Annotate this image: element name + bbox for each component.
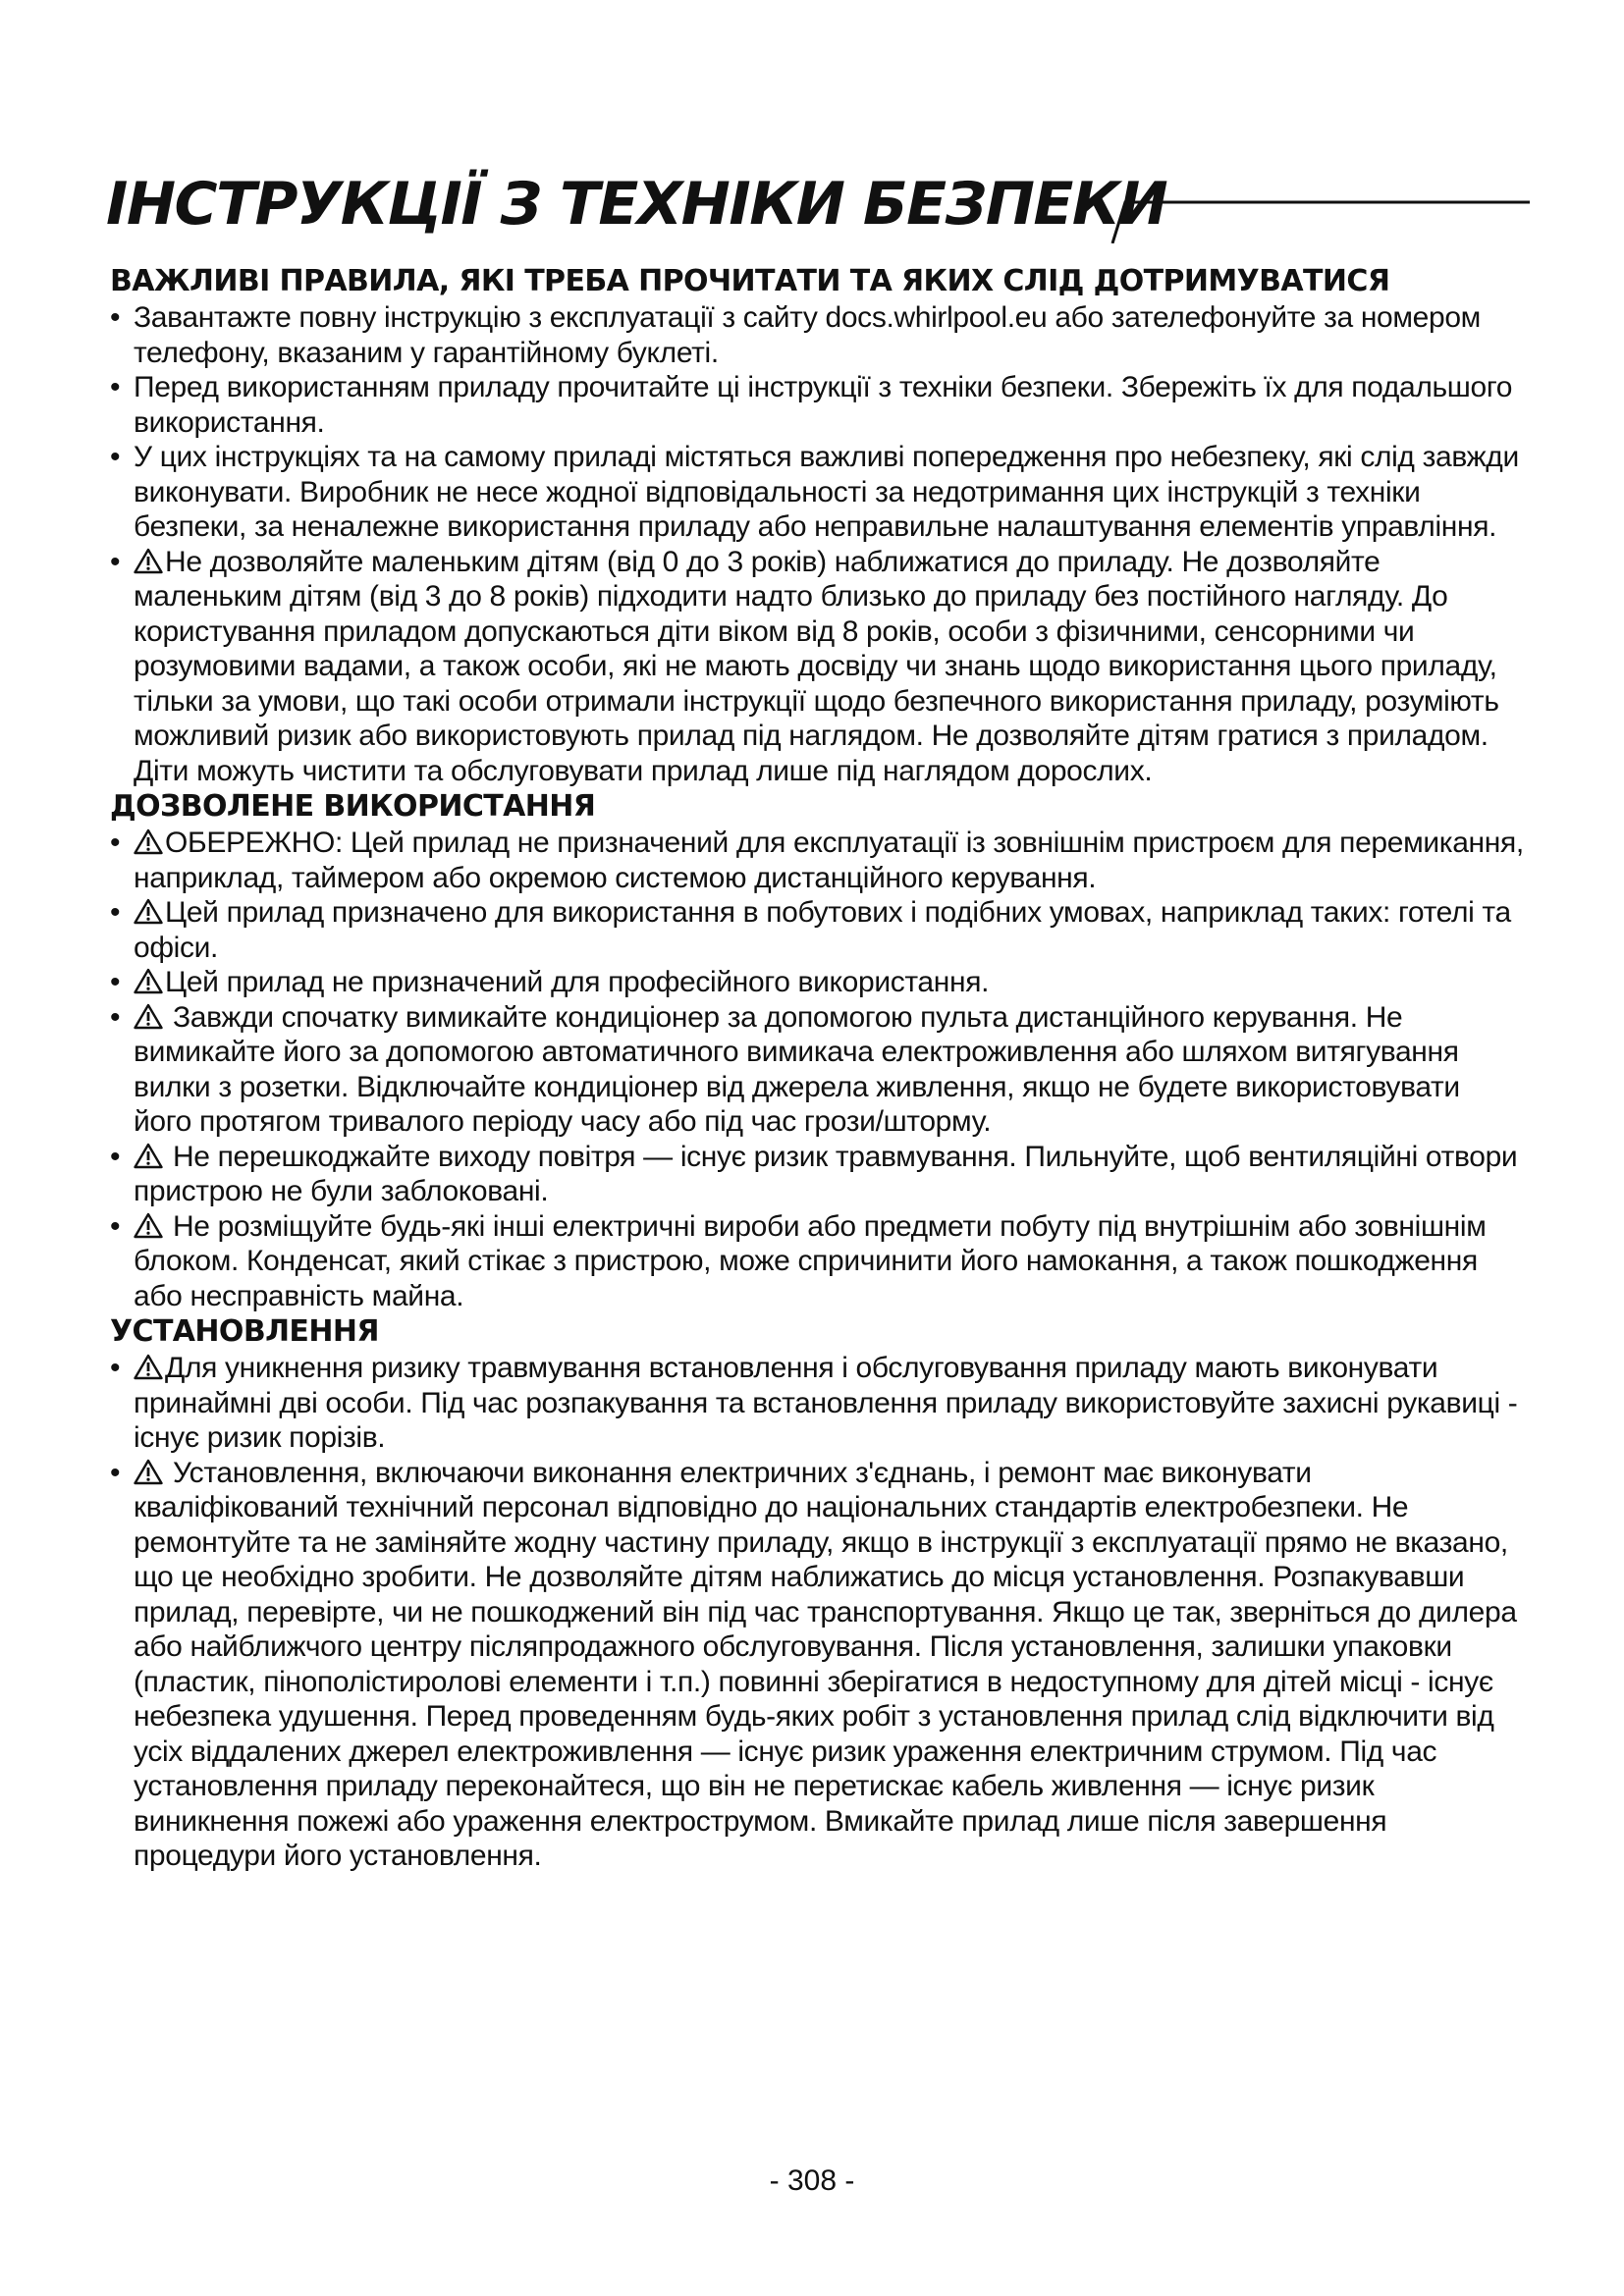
bullet-item bbox=[110, 965, 1524, 1000]
bullet-marker: • bbox=[110, 441, 121, 473]
item-text: ОБЕРЕЖНО: Цей прилад не призначений для експлуатації із зовнішнім пристроєм для перемикання, наприклад, таймером або окремою системою дистанційного керування. bbox=[134, 827, 1524, 894]
section-heading: ВАЖЛИВІ ПРАВИЛА, ЯКІ ТРЕБА ПРОЧИТАТИ ТА ЯКИХ СЛІД ДОТРИМУВАТИСЯ bbox=[110, 264, 1390, 298]
bullet-list bbox=[110, 1351, 1524, 1874]
bullet-marker: • bbox=[110, 896, 121, 929]
bullet-item bbox=[110, 1456, 1524, 1874]
bullet-marker: • bbox=[110, 1456, 121, 1489]
item-text: Завжди спочатку вимикайте кондиціонер за допомогою пульта дистанційного керування. Не вимикайте його за допомогою автоматичного вимикача електроживлення або шляхом витягування вилки з розетки. Відключайте кондиціонер від джерела живлення, якщо не будете використовувати його протягом тривалого періоду часу або під час грози/шторму. bbox=[134, 1000, 1460, 1138]
bullet-marker: • bbox=[110, 827, 121, 859]
page-number: - 308 - bbox=[769, 2164, 855, 2197]
section bbox=[110, 788, 1524, 1313]
bullet-item bbox=[110, 1351, 1524, 1456]
item-text: Цей прилад призначено для використання в побутових і подібних умовах, наприклад таких: готелі та офіси. bbox=[134, 896, 1511, 964]
bullet-marker: • bbox=[110, 1209, 121, 1243]
bullet-marker: • bbox=[110, 1000, 121, 1034]
warning-triangle-icon bbox=[134, 898, 163, 925]
warning-triangle-icon bbox=[134, 1459, 163, 1485]
title-row bbox=[106, 165, 1530, 243]
bullet-marker: • bbox=[110, 966, 121, 998]
warning-triangle-icon bbox=[134, 1003, 163, 1030]
item-text: Цей прилад не призначений для професійного використання. bbox=[165, 966, 990, 998]
section-heading: ДОЗВОЛЕНЕ ВИКОРИСТАННЯ bbox=[110, 789, 596, 824]
warning-triangle-icon bbox=[134, 548, 163, 574]
bullet-marker: • bbox=[110, 545, 121, 578]
bullet-item bbox=[110, 545, 1524, 789]
bullet-item bbox=[110, 1000, 1524, 1140]
warning-triangle-icon bbox=[134, 1143, 163, 1169]
bullet-item bbox=[110, 1209, 1524, 1314]
bullet-marker: • bbox=[110, 301, 121, 334]
bullet-item bbox=[110, 826, 1524, 895]
bullet-marker: • bbox=[110, 371, 121, 403]
page-title: ІНСТРУКЦІЇ З ТЕХНІКИ БЕЗПЕКИ bbox=[106, 170, 1167, 239]
item-text: Перед використанням приладу прочитайте ці інструкції з техніки безпеки. Збережіть їх для подальшого використання. bbox=[134, 371, 1513, 439]
item-text: Не перешкоджайте виходу повітря — існує ризик травмування. Пильнуйте, щоб вентиляційні отвори пристрою не були заблоковані. bbox=[134, 1140, 1518, 1207]
item-text: Не розміщуйте будь-які інші електричні вироби або предмети побуту під внутрішнім або зовнішнім блоком. Конденсат, який стікає з пристрою, може спричинити його намокання, а також пошкодження або несправність майна. bbox=[134, 1209, 1487, 1312]
item-text: Завантажте повну інструкцію з експлуатації з сайту docs.whirlpool.eu або зателефонуйте за номером телефону, вказаним у гарантійному буклеті. bbox=[134, 301, 1481, 369]
bullet-item bbox=[110, 440, 1524, 545]
bullet-item bbox=[110, 1140, 1524, 1209]
section bbox=[110, 1313, 1524, 1874]
warning-triangle-icon bbox=[134, 828, 163, 855]
section bbox=[110, 263, 1524, 788]
bullet-item bbox=[110, 895, 1524, 965]
warning-triangle-icon bbox=[134, 1212, 163, 1239]
document-body bbox=[110, 263, 1524, 1874]
warning-triangle-icon bbox=[134, 968, 163, 994]
item-text: У цих інструкціях та на самому приладі містяться важливі попередження про небезпеку, які слід завжди виконувати. Виробник не несе жодної відповідальності за недотримання цих інструкцій з техніки безпеки, за неналежне використання приладу або неправильне налаштування елементів управління. bbox=[134, 441, 1519, 543]
bullet-marker: • bbox=[110, 1352, 121, 1384]
bullet-item bbox=[110, 300, 1524, 370]
bullet-marker: • bbox=[110, 1140, 121, 1173]
warning-triangle-icon bbox=[134, 1354, 163, 1380]
section-heading: УСТАНОВЛЕННЯ bbox=[110, 1314, 379, 1349]
item-text: Для уникнення ризику травмування встановлення і обслуговування приладу мають виконувати принаймні дві особи. Під час розпакування та встановлення приладу використовуйте захисні рукавиці - існує ризик порізів. bbox=[134, 1352, 1518, 1454]
bullet-list bbox=[110, 300, 1524, 788]
bullet-item bbox=[110, 370, 1524, 440]
item-text: Установлення, включаючи виконання електричних з'єднань, і ремонт має виконувати кваліфікований технічний персонал відповідно до національних стандартів електробезпеки. Не ремонтуйте та не заміняйте жодну частину приладу, якщо в інструкції з експлуатації прямо не вказано, що це необхідно зробити. Не дозволяйте дітям наближатись до місця установлення. Розпакувавши прилад, перевірте, чи не пошкоджений він під час транспортування. Якщо це так, зверніться до дилера або найближчого центру післяпродажного обслуговування. Після установлення, залишки упаковки (пластик, пінополістиролові елементи і т.п.) повинні зберігатися в недоступному для дітей місці - існує небезпека удушення. Перед проведенням будь-яких робіт з установлення прилад слід відключити від усіх віддалених джерел електроживлення — існує ризик ураження електричним струмом. Під час установлення приладу переконайтеся, що він не перетискає кабель живлення — існує ризик виникнення пожежі або ураження електрострумом. Вмикайте прилад лише після завершення процедури його установлення. bbox=[134, 1456, 1517, 1872]
bullet-list bbox=[110, 826, 1524, 1313]
item-text: Не дозволяйте маленьким дітям (від 0 до 3 років) наближатися до приладу. Не дозволяйте маленьким дітям (від 3 до 8 років) підходити надто близько до приладу без постійного нагляду. До користування приладом допускаються діти віком від 8 років, особи з фізичними, сенсорними чи розумовими вадами, а також особи, які не мають досвіду чи знань щодо використання цього приладу, тільки за умови, що такі особи отримали інструкції щодо безпечного використання приладу, розуміють можливий ризик або використовують прилад під наглядом. Не дозволяйте дітям гратися з приладом. Діти можуть чистити та обслуговувати прилад лише під наглядом дорослих. bbox=[134, 545, 1499, 787]
